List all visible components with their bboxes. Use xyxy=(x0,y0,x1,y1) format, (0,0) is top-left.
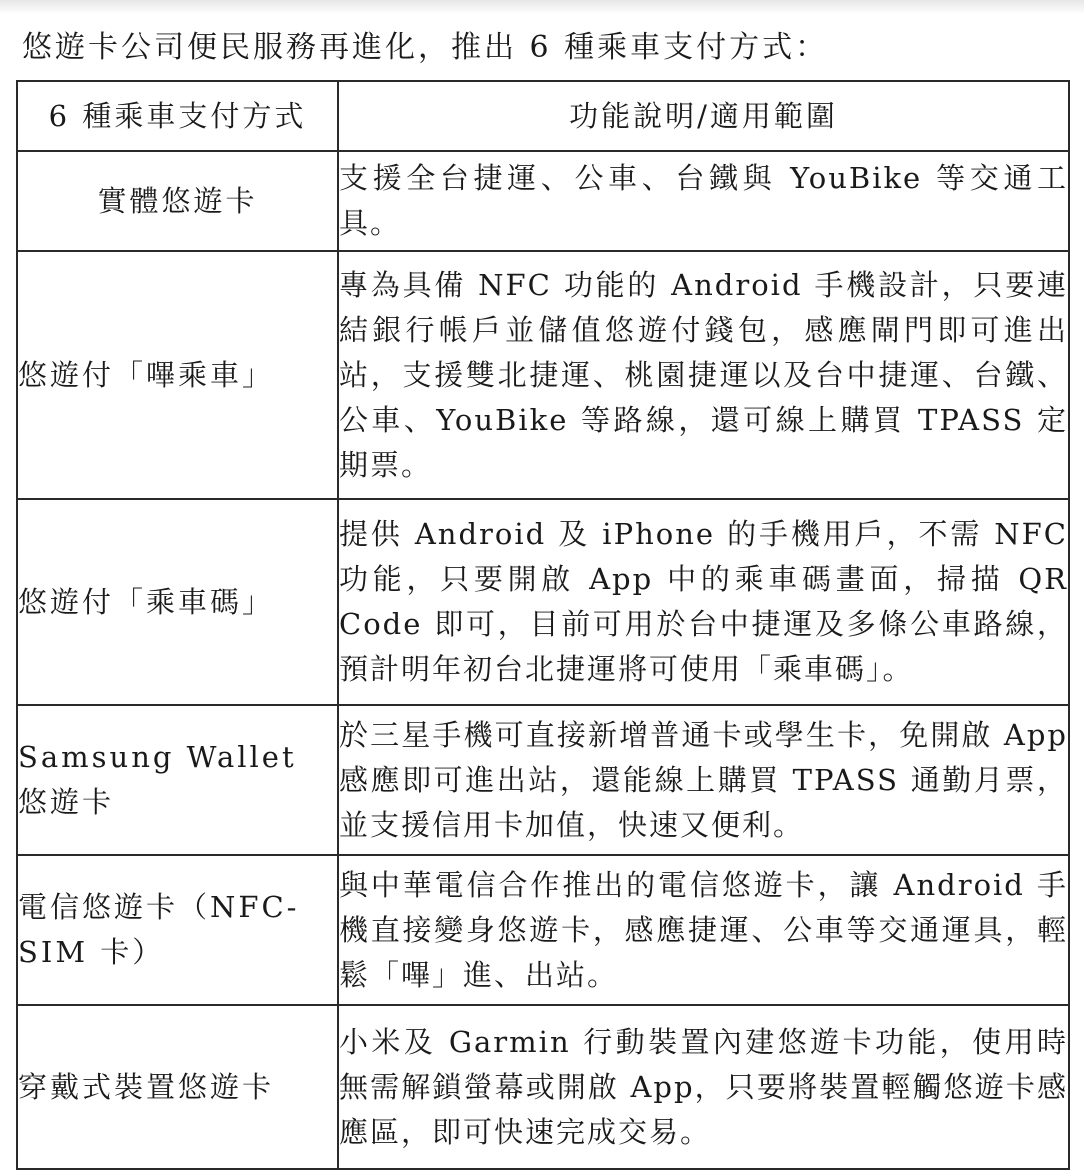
table-row xyxy=(17,499,1069,705)
method-description: 提供 Android 及 iPhone 的手機用戶，不需 NFC 功能，只要開啟 App 中的乘車碼畫面，掃描 QR Code 即可，目前可用於台中捷運及多條公車路線，預計明年初台北捷運將可使用「乘車碼」。 xyxy=(338,499,1069,705)
method-description: 於三星手機可直接新增普通卡或學生卡，免開啟 App 感應即可進出站，還能線上購買 TPASS 通勤月票，並支援信用卡加值，快速又便利。 xyxy=(338,705,1069,855)
method-description: 支援全台捷運、公車、台鐵與 YouBike 等交通工具。 xyxy=(338,151,1069,251)
top-shadow xyxy=(0,0,1084,14)
header-description: 功能說明/適用範圍 xyxy=(338,81,1069,151)
table-row xyxy=(17,705,1069,855)
method-name: 實體悠遊卡 xyxy=(17,151,338,251)
method-name: 悠遊付「嗶乘車」 xyxy=(17,251,338,499)
table-row xyxy=(17,251,1069,499)
table-row xyxy=(17,151,1069,251)
header-method: 6 種乘車支付方式 xyxy=(17,81,338,151)
table-row xyxy=(17,855,1069,1005)
table-row xyxy=(17,1005,1069,1169)
intro-text: 悠遊卡公司便民服務再進化，推出 6 種乘車支付方式： xyxy=(22,30,829,65)
method-description: 專為具備 NFC 功能的 Android 手機設計，只要連結銀行帳戶並儲值悠遊付錢包，感應閘門即可進出站，支援雙北捷運、桃園捷運以及台中捷運、台鐵、公車、YouBike 等路線，還可線上購買 TPASS 定期票。 xyxy=(338,251,1069,499)
method-description: 與中華電信合作推出的電信悠遊卡，讓 Android 手機直接變身悠遊卡，感應捷運、公車等交通運具，輕鬆「嗶」進、出站。 xyxy=(338,855,1069,1005)
method-description: 小米及 Garmin 行動裝置內建悠遊卡功能，使用時無需解鎖螢幕或開啟 App，只要將裝置輕觸悠遊卡感應區，即可快速完成交易。 xyxy=(338,1005,1069,1169)
method-name: 穿戴式裝置悠遊卡 xyxy=(17,1005,338,1169)
table-header-row xyxy=(17,81,1069,151)
method-name: Samsung Wallet 悠遊卡 xyxy=(17,705,338,855)
method-name: 電信悠遊卡（NFC-SIM 卡） xyxy=(17,855,338,1005)
payment-methods-table xyxy=(16,80,1070,1170)
method-name: 悠遊付「乘車碼」 xyxy=(17,499,338,705)
